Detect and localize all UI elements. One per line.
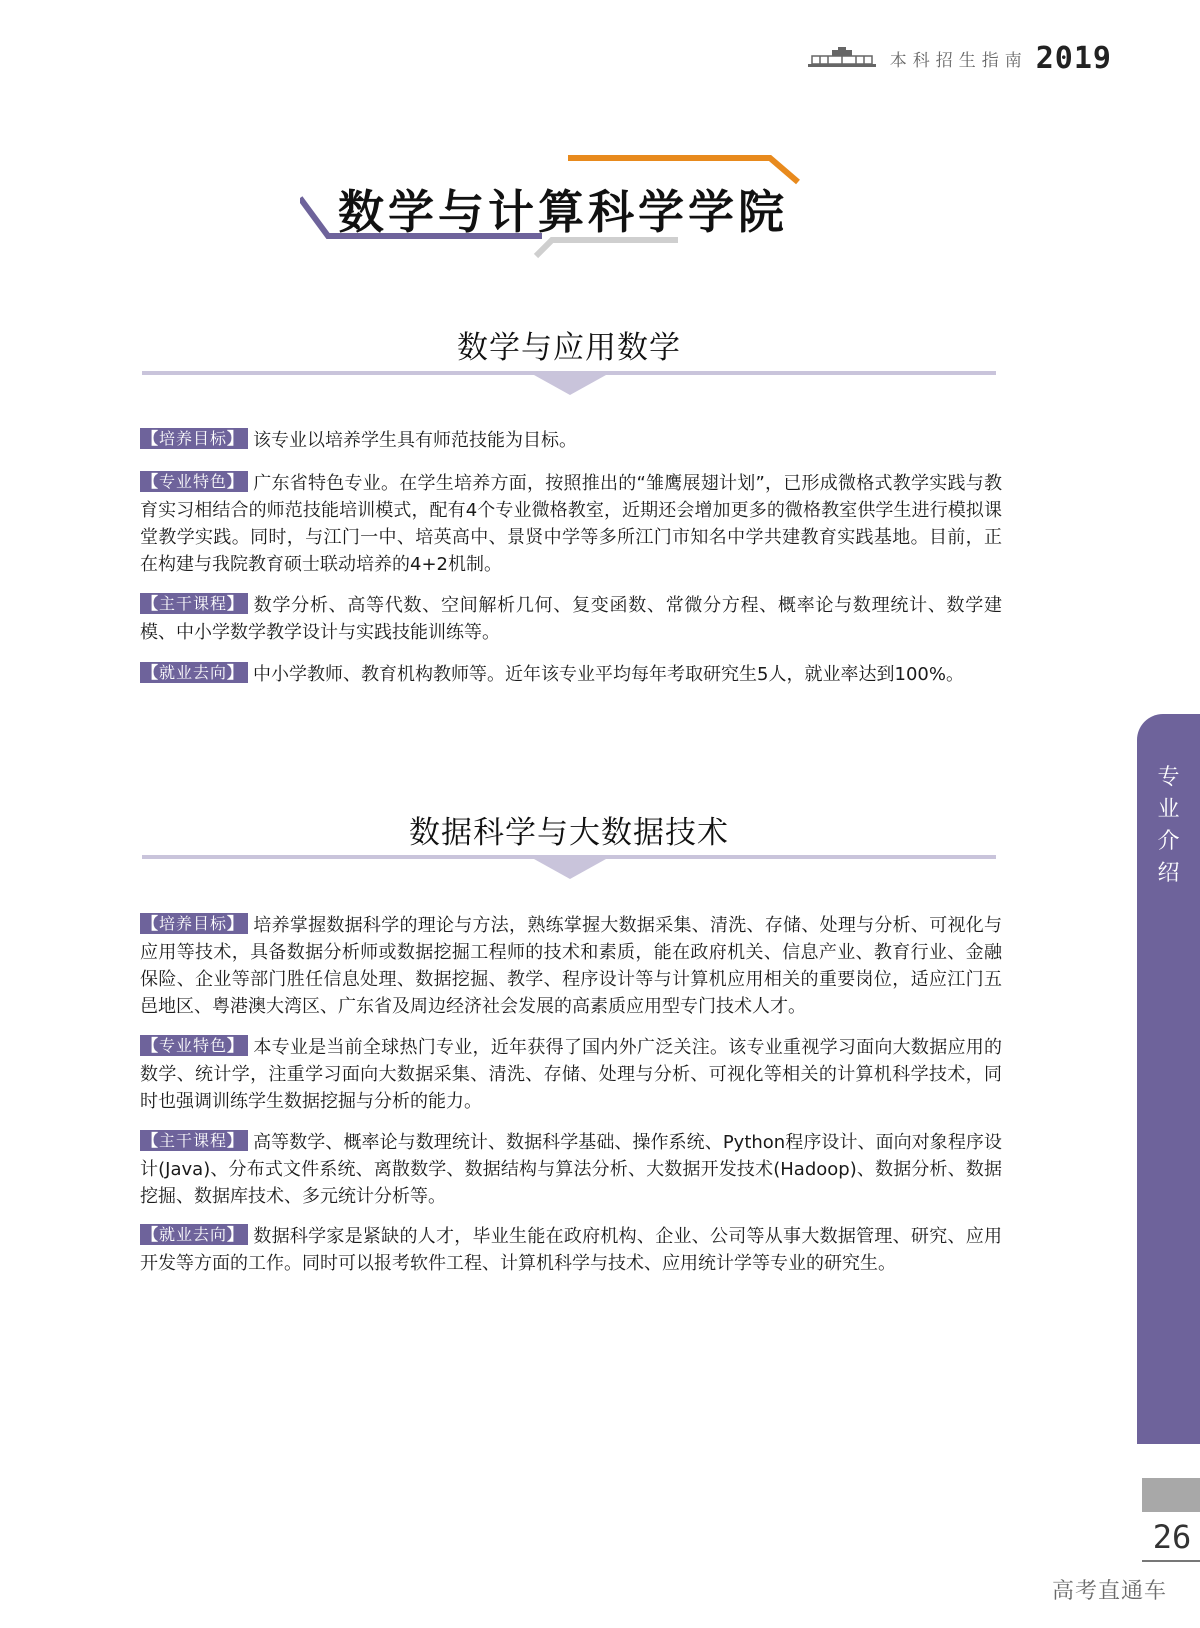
- tag-label: 【培养目标】: [140, 913, 248, 934]
- tag-label: 【主干课程】: [140, 1130, 248, 1151]
- college-title: 数学与计算科学学院: [338, 185, 788, 239]
- page-number: 26: [1152, 1518, 1192, 1556]
- page-header: [808, 38, 1112, 78]
- tag-label: 【培养目标】: [140, 428, 248, 449]
- paragraph-ds-goal: 【培养目标】 培养掌握数据科学的理论与方法，熟练掌握大数据采集、清洗、存储、处理与分析、可视化与应用等技术，具备数据分析师或数据挖掘工程师的技术和素质，能在政府机关、信息产业、教育行业、金融保险、企业等部门胜任信息处理、数据挖掘、教学、程序设计等与计算机应用相关的重要岗位，适应江门五邑地区、粤港澳大湾区、广东省及周边经济社会发展的高素质应用型专门技术人才。: [140, 914, 1002, 1017]
- section-title-math: 数学与应用数学: [457, 330, 681, 366]
- paragraph-math-career: 【就业去向】 中小学教师、教育机构教师等。近年该专业平均每年考取研究生5人，就业率达到100%。: [142, 663, 964, 685]
- tag-label: 【就业去向】: [140, 1224, 248, 1245]
- page-number-rule: [1142, 1560, 1200, 1562]
- side-tab-text: 专 业 介 绍: [1157, 765, 1180, 886]
- paragraph-math-courses: 【主干课程】 数学分析、高等代数、空间解析几何、复变函数、常微分方程、概率论与数理统计、数学建模、中小学数学教学设计与实践技能训练等。: [140, 594, 1002, 643]
- side-tab-major-intro: [1137, 714, 1200, 1444]
- building-logo-icon: [808, 47, 876, 69]
- page-marker-block: [1142, 1478, 1200, 1512]
- paragraph-ds-feature: 【专业特色】 本专业是当前全球热门专业，近年获得了国内外广泛关注。该专业重视学习面向大数据应用的数学、统计学，注重学习面向大数据采集、清洗、存储、处理与分析、可视化等相关的计算机科学技术，同时也强调训练学生数据挖掘与分析的能力。: [140, 1036, 1002, 1112]
- tag-label: 【专业特色】: [140, 1035, 248, 1056]
- tag-label: 【就业去向】: [140, 662, 248, 683]
- tag-label: 【专业特色】: [140, 471, 248, 492]
- guide-year: 2019: [1035, 40, 1112, 76]
- paragraph-ds-courses: 【主干课程】 高等数学、概率论与数理统计、数据科学基础、操作系统、Python程序设计、面向对象程序设计(Java)、分布式文件系统、离散数学、数据结构与算法分析、大数据开发技术(Hadoop)、数据分析、数据挖掘、数据库技术、多元统计分析等。: [140, 1131, 1002, 1207]
- paragraph-ds-career: 【就业去向】 数据科学家是紧缺的人才，毕业生能在政府机构、企业、公司等从事大数据管理、研究、应用开发等方面的工作。同时可以报考软件工程、计算机科学与技术、应用统计学等专业的研究生。: [140, 1225, 1002, 1274]
- watermark: 高考直通车: [1052, 1579, 1168, 1604]
- tag-label: 【主干课程】: [140, 593, 248, 614]
- section-title-datascience: 数据科学与大数据技术: [409, 815, 729, 851]
- section-arrow-icon: [534, 375, 606, 395]
- guide-label: 本科招生指南: [889, 50, 1028, 71]
- paragraph-math-feature: 【专业特色】 广东省特色专业。在学生培养方面，按照推出的“雏鹰展翅计划”，已形成微格式教学实践与教育实习相结合的师范技能培训模式，配有4个专业微格教室，近期还会增加更多的微格教室供学生进行模拟课堂教学实践。同时，与江门一中、培英高中、景贤中学等多所江门市知名中学共建教育实践基地。目前，正在构建与我院教育硕士联动培养的4+2机制。: [140, 472, 1002, 575]
- section-arrow-icon: [534, 859, 606, 879]
- paragraph-math-goal: 【培养目标】 该专业以培养学生具有师范技能为目标。: [142, 429, 578, 451]
